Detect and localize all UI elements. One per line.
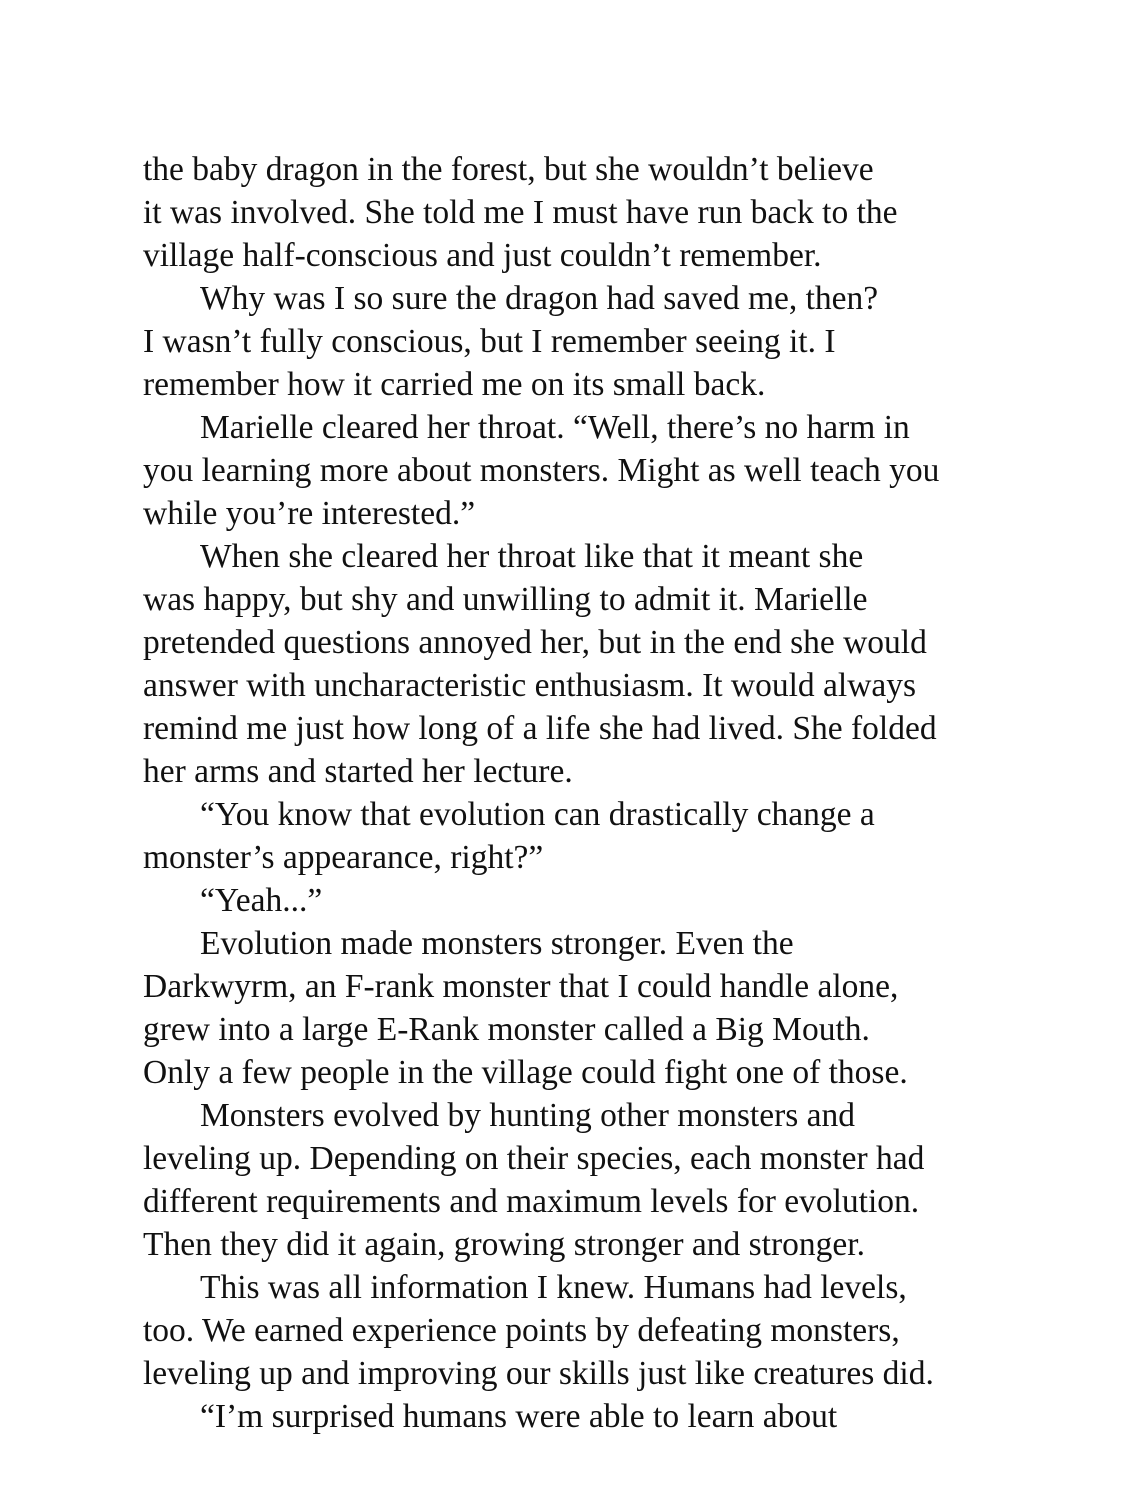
text-line: leveling up and improving our skills just like creatures did. — [143, 1355, 934, 1392]
text-line: village half-conscious and just couldn’t remember. — [143, 237, 822, 274]
text-line: was happy, but shy and unwilling to admit it. Marielle — [143, 581, 868, 618]
text-line: Then they did it again, growing stronger and stronger. — [143, 1226, 865, 1263]
text-line: answer with uncharacteristic enthusiasm. It would always — [143, 667, 917, 704]
text-line: “You know that evolution can drastically change a — [200, 796, 875, 833]
text-line: “Yeah...” — [200, 882, 323, 919]
text-line: grew into a large E-Rank monster called a Big Mouth. — [143, 1011, 870, 1048]
text-line: I wasn’t fully conscious, but I remember seeing it. I — [143, 323, 836, 360]
text-line: different requirements and maximum levels for evolution. — [143, 1183, 920, 1220]
page-body-text — [143, 148, 1023, 1438]
text-line: leveling up. Depending on their species, each monster had — [143, 1140, 925, 1177]
text-line: remind me just how long of a life she had lived. She folded — [143, 710, 937, 747]
text-line: you learning more about monsters. Might as well teach you — [143, 452, 940, 489]
text-line: Darkwyrm, an F-rank monster that I could handle alone, — [143, 968, 899, 1005]
text-line: remember how it carried me on its small back. — [143, 366, 766, 403]
text-line: When she cleared her throat like that it meant she — [200, 538, 864, 575]
text-line: Only a few people in the village could fight one of those. — [143, 1054, 908, 1091]
text-line: the baby dragon in the forest, but she wouldn’t believe — [143, 151, 874, 188]
text-line: it was involved. She told me I must have run back to the — [143, 194, 898, 231]
text-line: too. We earned experience points by defeating monsters, — [143, 1312, 900, 1349]
text-line: Why was I so sure the dragon had saved me, then? — [200, 280, 879, 317]
text-line: Evolution made monsters stronger. Even the — [200, 925, 794, 962]
text-line: pretended questions annoyed her, but in the end she would — [143, 624, 927, 661]
text-line: Monsters evolved by hunting other monsters and — [200, 1097, 856, 1134]
text-line: This was all information I knew. Humans had levels, — [200, 1269, 907, 1306]
text-line: Marielle cleared her throat. “Well, there’s no harm in — [200, 409, 910, 446]
text-line: “I’m surprised humans were able to learn about — [200, 1398, 838, 1435]
text-line: while you’re interested.” — [143, 495, 476, 532]
text-line: her arms and started her lecture. — [143, 753, 573, 790]
text-line: monster’s appearance, right?” — [143, 839, 544, 876]
